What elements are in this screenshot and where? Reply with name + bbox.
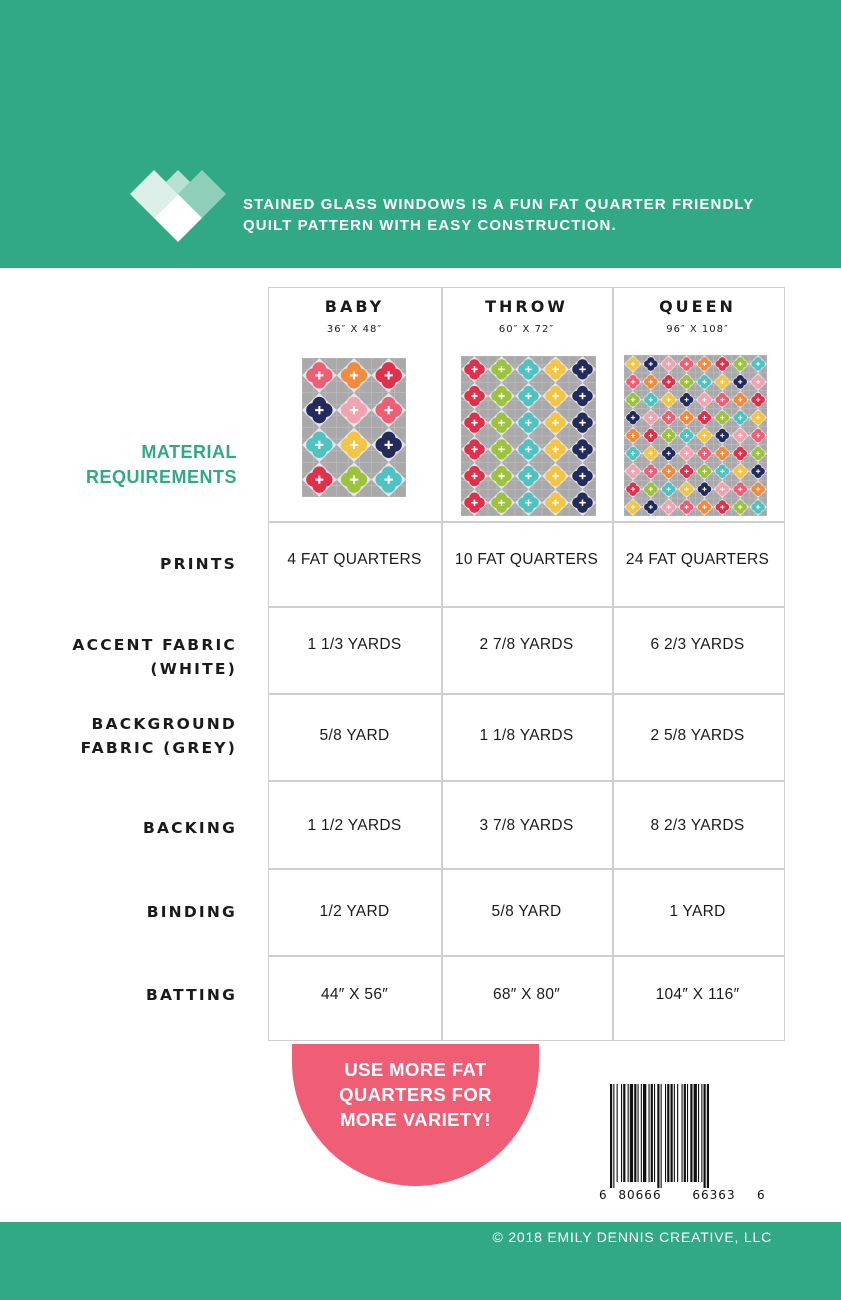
table-cell: 1 YARD xyxy=(669,903,726,920)
column-header-baby xyxy=(269,296,440,335)
barcode-bar xyxy=(682,1084,683,1182)
table-divider xyxy=(268,780,785,782)
material-requirements-title: MATERIAL REQUIREMENTS xyxy=(85,442,237,487)
callout-line: QUARTERS FOR xyxy=(339,1084,492,1105)
callout-line: USE MORE FAT xyxy=(344,1059,487,1080)
baby-quilt-image xyxy=(302,358,406,497)
queen-quilt-image xyxy=(624,355,767,516)
table-cell: 44″ X 56″ xyxy=(320,986,389,1003)
row-label-binding: BINDING xyxy=(146,903,237,921)
table-cell: 8 2/3 YARDS xyxy=(650,817,745,834)
barcode-bar xyxy=(613,1084,614,1188)
barcode-bar xyxy=(634,1084,636,1182)
barcode-bar xyxy=(684,1084,686,1182)
barcode-bar xyxy=(694,1084,697,1182)
table-cell: 2 5/8 YARDS xyxy=(650,727,745,744)
copyright-text: © 2018 EMILY DENNIS CREATIVE, LLC xyxy=(492,1229,772,1245)
barcode xyxy=(596,1080,768,1202)
barcode-bar xyxy=(687,1084,688,1182)
table-divider xyxy=(268,955,785,957)
barcode-digits: 80666 xyxy=(618,1188,662,1202)
diamond-heart-logo-icon xyxy=(128,168,228,244)
barcode-digit: 6 xyxy=(599,1188,607,1202)
variety-callout-badge xyxy=(292,1044,539,1186)
barcode-bar xyxy=(674,1084,675,1182)
table-divider xyxy=(268,606,785,608)
barcode-bar xyxy=(657,1084,659,1188)
table-divider xyxy=(268,521,785,523)
barcode-digit: 6 xyxy=(757,1188,765,1202)
tagline: STAINED GLASS WINDOWS IS A FUN FAT QUARTER FRIENDLY QUILT PATTERN WITH EASY CONSTRUCTION. xyxy=(243,196,755,234)
callout-line: MORE VARIETY! xyxy=(340,1109,491,1130)
barcode-bar xyxy=(641,1084,642,1182)
barcode-bar xyxy=(630,1084,633,1182)
table-cell: 5/8 YARD xyxy=(491,903,562,920)
barcode-bar xyxy=(654,1084,655,1182)
barcode-bar xyxy=(661,1084,662,1188)
column-header-throw xyxy=(441,296,612,335)
barcode-bar xyxy=(698,1084,699,1182)
table-cell: 1 1/3 YARDS xyxy=(307,636,402,653)
barcode-bar xyxy=(707,1084,709,1188)
barcode-bar xyxy=(623,1084,625,1182)
column-header-queen xyxy=(612,296,783,335)
table-cell: 2 7/8 YARDS xyxy=(479,636,574,653)
row-label-backing: BACKING xyxy=(142,819,237,837)
row-label-batting: BATTING xyxy=(146,986,237,1004)
throw-quilt-image xyxy=(461,356,596,516)
barcode-bar xyxy=(621,1084,622,1182)
barcode-bar xyxy=(651,1084,653,1182)
barcode-bar xyxy=(617,1084,618,1182)
barcode-bar xyxy=(671,1084,673,1182)
table-cell: 104″ X 116″ xyxy=(655,986,740,1003)
table-cell: 4 FAT QUARTERS xyxy=(287,551,422,568)
table-divider xyxy=(441,287,443,1041)
barcode-bar xyxy=(677,1084,678,1182)
size-name: THROW xyxy=(485,297,568,316)
callout-text xyxy=(292,1057,539,1132)
size-dimensions: 60″ X 72″ xyxy=(498,324,555,335)
barcode-bar xyxy=(701,1084,702,1182)
table-cell: 1/2 YARD xyxy=(319,903,390,920)
table-divider xyxy=(268,693,785,695)
size-dimensions: 96″ X 108″ xyxy=(666,324,729,335)
table-cell: 5/8 YARD xyxy=(319,727,390,744)
barcode-bar xyxy=(704,1084,706,1188)
table-cell: 24 FAT QUARTERS xyxy=(625,551,770,568)
row-label-background-fabric: BACKGROUND FABRIC (GREY) xyxy=(80,715,237,757)
barcode-bar xyxy=(690,1084,692,1182)
table-divider xyxy=(612,287,614,1041)
barcode-bar xyxy=(628,1084,629,1182)
barcode-bar xyxy=(667,1084,669,1182)
barcode-bar xyxy=(665,1084,666,1182)
size-name: QUEEN xyxy=(659,297,736,316)
table-cell: 1 1/2 YARDS xyxy=(307,817,402,834)
size-dimensions: 36″ X 48″ xyxy=(326,324,383,335)
barcode-bar xyxy=(649,1084,650,1182)
barcode-bar xyxy=(638,1084,639,1182)
table-cell: 6 2/3 YARDS xyxy=(650,636,745,653)
table-cell: 1 1/8 YARDS xyxy=(479,727,574,744)
row-label-accent-fabric: ACCENT FABRIC (WHITE) xyxy=(72,636,237,678)
table-cell: 68″ X 80″ xyxy=(492,986,561,1003)
table-divider xyxy=(268,868,785,870)
size-name: BABY xyxy=(324,297,385,316)
barcode-bar xyxy=(643,1084,646,1182)
table-cell: 10 FAT QUARTERS xyxy=(454,551,599,568)
barcode-digits: 66363 xyxy=(692,1188,736,1202)
barcode-bar xyxy=(610,1084,612,1188)
row-label-prints: PRINTS xyxy=(160,555,237,573)
table-cell: 3 7/8 YARDS xyxy=(479,817,574,834)
